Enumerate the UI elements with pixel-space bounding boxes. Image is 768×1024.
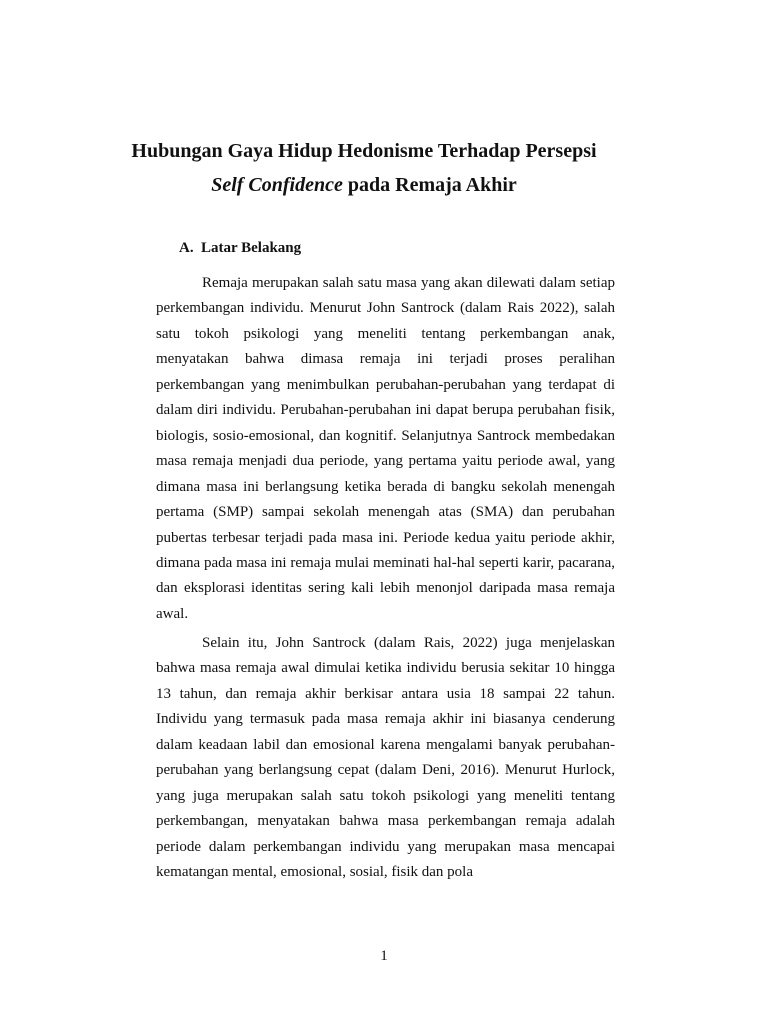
title-rest: pada Remaja Akhir [342, 174, 517, 196]
section-heading [179, 238, 301, 258]
title-italic-phrase: Self Confidence [211, 174, 343, 196]
section-heading-label: Latar Belakang [201, 240, 302, 256]
body-paragraph: Selain itu, John Santrock (dalam Rais, 2022) juga menjelaskan bahwa masa remaja awal dimulai ketika individu berusia sekitar 10 hingga 13 tahun, dan remaja akhir berkisar antara usia 18 sampai 22 tahun. Individu yang termasuk pada masa remaja akhir ini biasanya cenderung dalam keadaan labil dan emosional karena mengalami banyak perubahan-perubahan yang berlangsung cepat (dalam Deni, 2016). Menurut Hurlock, yang juga merupakan salah satu tokoh psikologi yang meneliti tentang perkembangan, menyatakan bahwa masa perkembangan remaja adalah periode dalam perkembangan individu yang merupakan masa mencapai kematangan mental, emosional, sosial, fisik dan pola [156, 635, 615, 881]
body-paragraph: Remaja merupakan salah satu masa yang akan dilewati dalam setiap perkembangan individu. Menurut John Santrock (dalam Rais 2022), salah satu tokoh psikologi yang meneliti tentang perkembangan anak, menyatakan bahwa dimasa remaja ini terjadi proses peralihan perkembangan yang menimbulkan perubahan-perubahan yang terdapat di dalam diri individu. Perubahan-perubahan ini dapat berupa perubahan fisik, biologis, sosio-emosional, dan kognitif. Selanjutnya Santrock membedakan masa remaja menjadi dua periode, yang pertama yaitu periode awal, yang dimana masa ini berlangsung ketika berada di bangku sekolah menengah pertama (SMP) sampai sekolah menengah atas (SMA) dan perubahan pubertas terbesar terjadi pada masa ini. Periode kedua yaitu periode akhir, dimana pada masa ini remaja mulai meminati hal-hal seperti karir, pacarana, dan eksplorasi identitas sering kali lebih menonjol daripada masa remaja awal. [156, 275, 615, 622]
document-title-line-1: Hubungan Gaya Hidup Hedonisme Terhadap Persepsi [131, 140, 597, 162]
page-number: 1 [380, 948, 388, 964]
document-title-line-2 [0, 173, 748, 197]
section-number: A. [179, 240, 194, 256]
